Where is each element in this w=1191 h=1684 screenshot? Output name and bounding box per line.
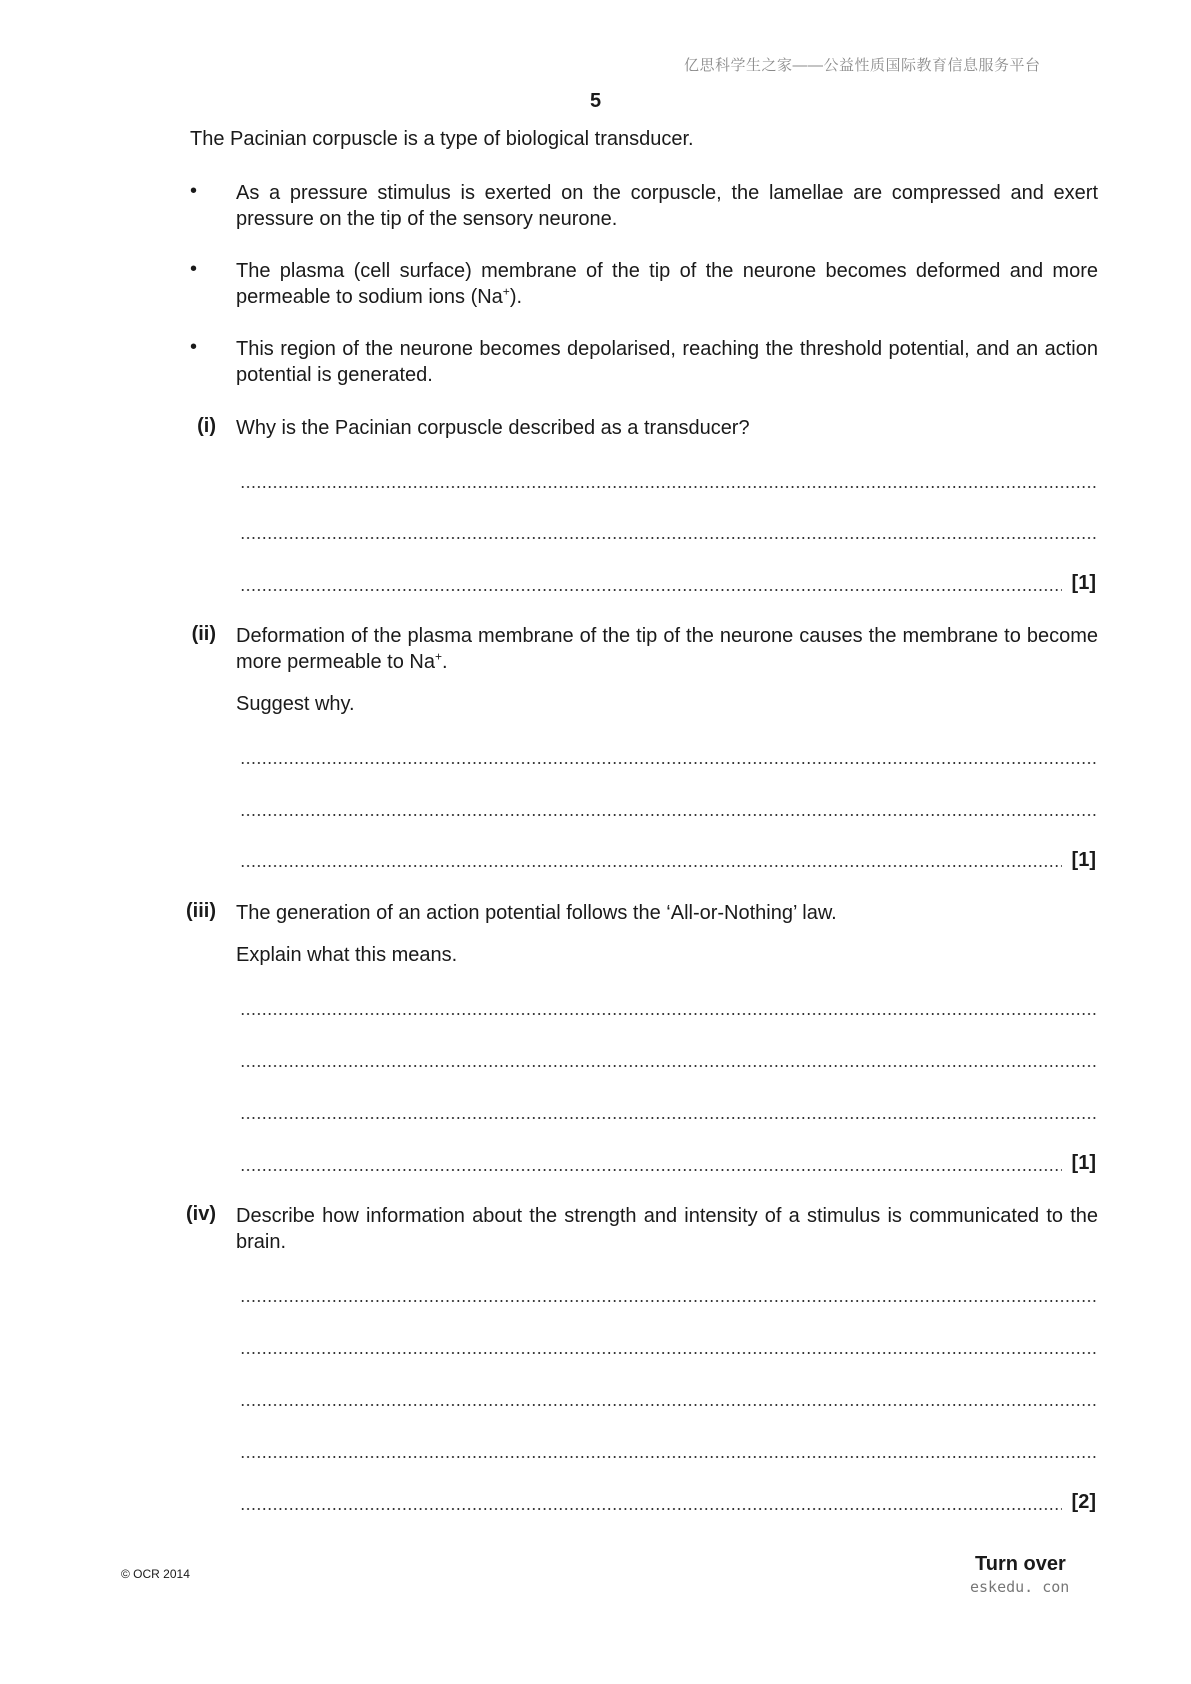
copyright: © OCR 2014 — [121, 1567, 190, 1581]
answer-line[interactable] — [240, 1169, 1062, 1171]
question-prompt-iii: Explain what this means. — [236, 944, 458, 966]
answer-line[interactable] — [240, 814, 1097, 816]
answer-line[interactable] — [240, 1456, 1097, 1458]
marks-iii: [1] — [1071, 1152, 1096, 1174]
bullet-text-3: This region of the neurone becomes depolarised, reaching the threshold potential, and an action potential is generated. — [236, 338, 1098, 386]
answer-line[interactable] — [240, 537, 1097, 539]
bullet-text-1: As a pressure stimulus is exerted on the corpuscle, the lamellae are compressed and exert pressure on the tip of the sensory neurone. — [236, 182, 1098, 230]
site-watermark: eskedu. con — [970, 1578, 1070, 1596]
question-text-ii: Deformation of the plasma membrane of the tip of the neurone causes the membrane to become more permeable to Na+. — [236, 625, 1098, 673]
question-text-iv: Describe how information about the strength and intensity of a stimulus is communicated to the brain. — [236, 1205, 1098, 1253]
question-label-ii: (ii) — [191, 623, 216, 645]
answer-line[interactable] — [240, 1117, 1097, 1119]
question-label-i: (i) — [197, 415, 216, 437]
intro-text: The Pacinian corpuscle is a type of biological transducer. — [190, 128, 694, 150]
answer-line[interactable] — [240, 486, 1097, 488]
question-prompt-ii: Suggest why. — [236, 693, 355, 715]
answer-line[interactable] — [240, 1352, 1097, 1354]
bullet-marker: • — [190, 180, 198, 202]
question-label-iv: (iv) — [186, 1203, 216, 1225]
turn-over: Turn over — [975, 1553, 1066, 1575]
marks-iv: [2] — [1071, 1491, 1096, 1513]
answer-line[interactable] — [240, 762, 1097, 764]
answer-line[interactable] — [240, 1404, 1097, 1406]
answer-line[interactable] — [240, 1508, 1062, 1510]
bullet-marker: • — [190, 258, 198, 280]
question-text-i: Why is the Pacinian corpuscle described as a transducer? — [236, 417, 750, 439]
answer-line[interactable] — [240, 865, 1062, 867]
marks-ii: [1] — [1071, 849, 1096, 871]
answer-line[interactable] — [240, 1300, 1097, 1302]
answer-line[interactable] — [240, 1013, 1097, 1015]
marks-i: [1] — [1071, 572, 1096, 594]
answer-line[interactable] — [240, 1065, 1097, 1067]
page-number: 5 — [590, 90, 602, 112]
header-watermark: 亿思科学生之家——公益性质国际教育信息服务平台 — [684, 57, 1041, 74]
answer-line[interactable] — [240, 589, 1062, 591]
bullet-marker: • — [190, 336, 198, 358]
question-text-iii: The generation of an action potential follows the ‘All-or-Nothing’ law. — [236, 902, 837, 924]
question-label-iii: (iii) — [186, 900, 216, 922]
bullet-text-2: The plasma (cell surface) membrane of the tip of the neurone becomes deformed and more permeable to sodium ions (Na+). — [236, 260, 1098, 308]
